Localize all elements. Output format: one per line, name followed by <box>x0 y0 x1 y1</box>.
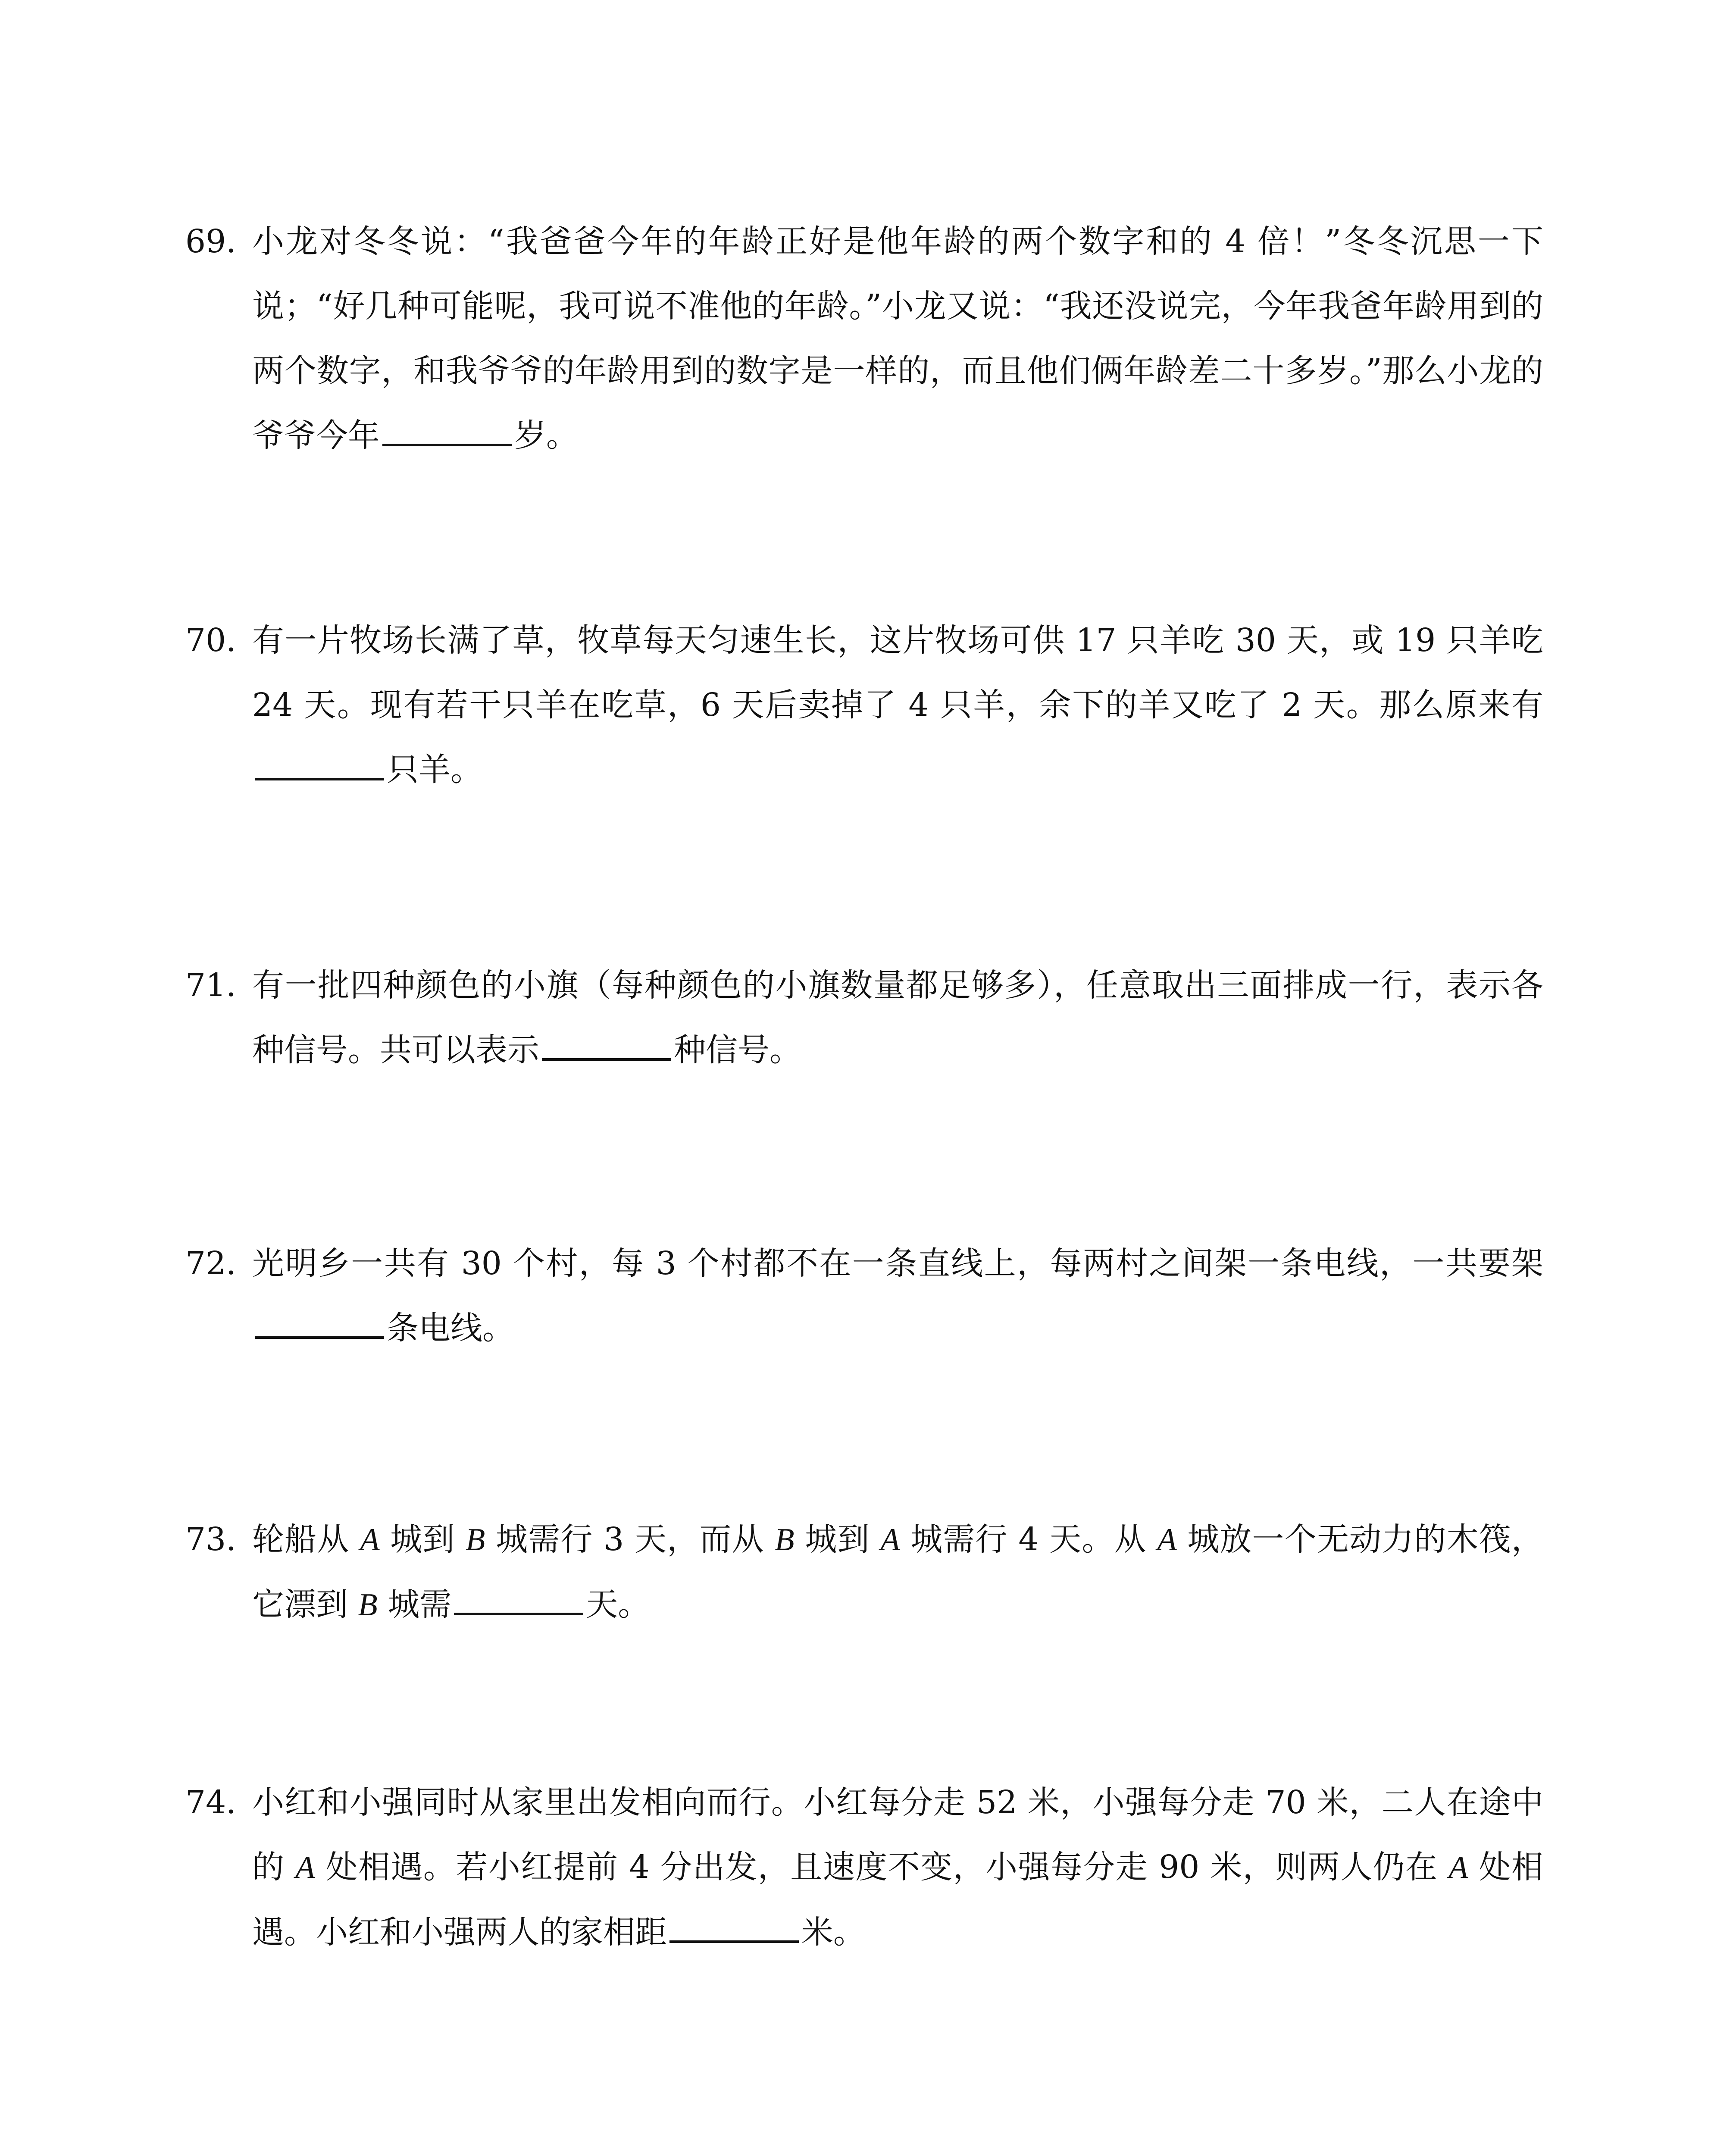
variable-b: B <box>358 1587 378 1623</box>
variable-a: A <box>880 1522 900 1557</box>
problem-text-part: 城到 <box>379 1521 466 1558</box>
problem-text-part: 城放一个无动力的木筏，它漂到 <box>252 1521 1544 1623</box>
problem-74 <box>185 1770 1543 1965</box>
variable-a: A <box>1157 1522 1177 1557</box>
problem-text <box>252 608 1543 802</box>
variable-a: A <box>360 1522 380 1557</box>
problem-71 <box>185 953 1543 1082</box>
problem-text-part: 有一片牧场长满了草，牧草每天匀速生长，这片牧场可供 17 只羊吃 30 天，或 19 只羊吃 24 天。现有若干只羊在吃草，6 天后卖掉了 4 只羊，余下的羊又吃了 2 天。那么原来有 <box>252 622 1543 724</box>
answer-blank[interactable] <box>382 439 512 446</box>
problem-text <box>252 953 1543 1082</box>
problem-text-part: 有一批四种颜色的小旗（每种颜色的小旗数量都足够多），任意取出三面排成一行，表示各种信号。共可以表示 <box>252 967 1543 1069</box>
problem-text <box>252 1507 1543 1637</box>
problem-text-part: 条电线。 <box>387 1310 514 1347</box>
problem-number: 70. <box>185 622 236 659</box>
problem-text <box>252 1231 1543 1360</box>
problem-text-part: 种信号。 <box>674 1031 801 1069</box>
variable-b: B <box>775 1522 795 1557</box>
variable-a: A <box>1448 1850 1468 1885</box>
answer-blank[interactable] <box>669 1936 799 1943</box>
problem-text-part: 米。 <box>801 1914 865 1951</box>
problem-text <box>252 1770 1543 1965</box>
problem-text-part: 城需 <box>377 1586 452 1623</box>
answer-blank[interactable] <box>255 774 384 780</box>
problem-text-part: 处相遇。小红和小强两人的家相距 <box>252 1849 1544 1951</box>
problem-number: 73. <box>185 1521 236 1558</box>
problem-text-part: 天。 <box>586 1586 650 1623</box>
variable-b: B <box>466 1522 485 1557</box>
problem-text-part: 小龙对冬冬说：“我爸爸今年的年龄正好是他年龄的两个数字和的 4 倍！”冬冬沉思一下说；“好几种可能呢，我可说不准他的年龄。”小龙又说：“我还没说完，今年我爸年龄用到的两个数字，和我爷爷的年龄用到的数字是一样的，而且他们俩年龄差二十多岁。”那么小龙的爷爷今年 <box>252 223 1543 454</box>
answer-blank[interactable] <box>542 1054 671 1061</box>
problem-text-part: 轮船从 <box>252 1521 360 1558</box>
problem-text-part: 岁。 <box>514 417 578 454</box>
problem-70 <box>185 608 1543 802</box>
problem-text-part: 城到 <box>794 1521 881 1558</box>
variable-a: A <box>295 1850 315 1885</box>
problem-69 <box>185 209 1543 468</box>
problem-number: 74. <box>185 1784 236 1821</box>
problem-73 <box>185 1507 1543 1637</box>
problem-text-part: 光明乡一共有 30 个村，每 3 个村都不在一条直线上，每两村之间架一条电线，一共要架 <box>252 1245 1543 1282</box>
problem-text <box>252 209 1543 468</box>
problem-number: 69. <box>185 223 236 260</box>
problem-text-part: 处相遇。若小红提前 4 分出发，且速度不变，小强每分走 90 米，则两人仍在 <box>315 1849 1449 1886</box>
problem-text-part: 城需行 3 天，而从 <box>485 1521 775 1558</box>
problem-text-part: 小红和小强同时从家里出发相向而行。小红每分走 52 米，小强每分走 70 米，二人在途中的 <box>252 1784 1543 1886</box>
problem-72 <box>185 1231 1543 1360</box>
problem-text-part: 城需行 4 天。从 <box>900 1521 1157 1558</box>
answer-blank[interactable] <box>454 1608 583 1615</box>
problem-number: 71. <box>185 967 236 1004</box>
problem-text-part: 只羊。 <box>387 751 482 788</box>
answer-blank[interactable] <box>255 1332 384 1339</box>
problem-number: 72. <box>185 1245 236 1282</box>
